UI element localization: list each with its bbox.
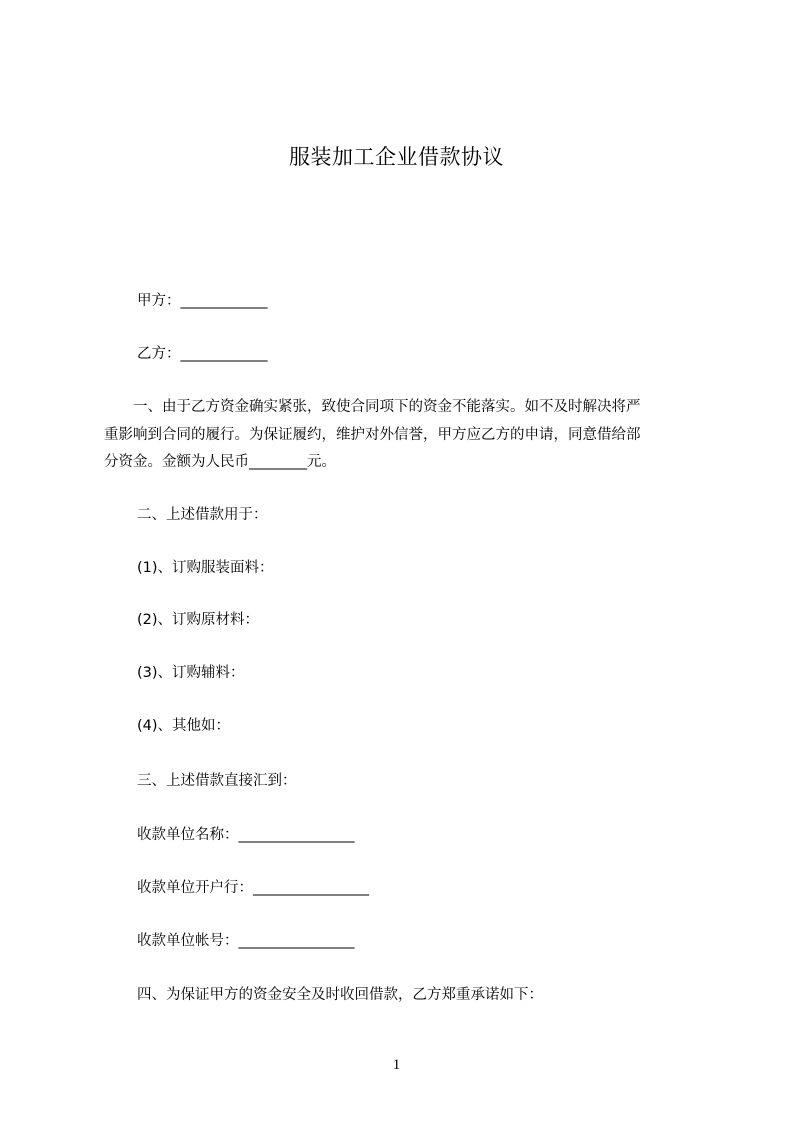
use-item-2: (2)、订购原材料： bbox=[137, 612, 260, 628]
payee-name-line: 收款单位名称：________________ bbox=[137, 827, 355, 843]
clause-four-heading: 四、为保证甲方的资金安全及时收回借款，乙方郑重承诺如下： bbox=[137, 987, 543, 1003]
clause-one-line-2: 重影响到合同的履行。为保证履约，维护对外信誉，甲方应乙方的申请，同意借给部 bbox=[104, 426, 641, 443]
document-title: 服装加工企业借款协议 bbox=[289, 145, 504, 169]
page-number: 1 bbox=[392, 1057, 401, 1073]
clause-one-paragraph bbox=[104, 394, 704, 477]
payee-bank-line: 收款单位开户行：________________ bbox=[137, 880, 369, 896]
clause-one-line-1: 一、由于乙方资金确实紧张，致使合同项下的资金不能落实。如不及时解决将严 bbox=[104, 399, 641, 415]
party-a-line: 甲方：____________ bbox=[137, 293, 268, 309]
party-b-line: 乙方：____________ bbox=[137, 346, 268, 362]
clause-one-line-3: 分资金。金额为人民币________元。 bbox=[104, 454, 336, 470]
clause-two-heading: 二、上述借款用于： bbox=[137, 507, 268, 523]
use-item-1: (1)、订购服装面料： bbox=[137, 560, 274, 576]
use-item-4: (4)、其他如： bbox=[137, 718, 231, 734]
clause-three-heading: 三、上述借款直接汇到： bbox=[137, 773, 297, 789]
payee-account-line: 收款单位帐号：________________ bbox=[137, 933, 355, 949]
use-item-3: (3)、订购辅料： bbox=[137, 665, 245, 681]
